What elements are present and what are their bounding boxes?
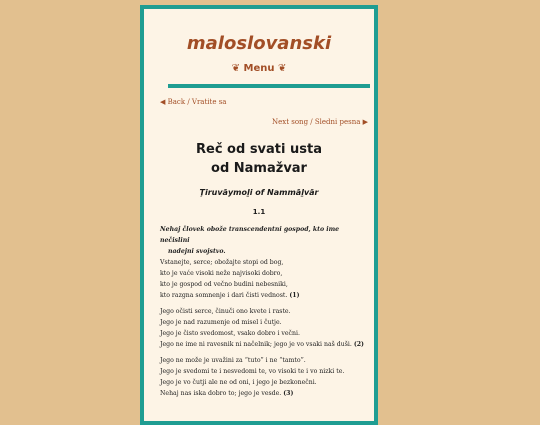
- stanza-line: Jego je nad razumenje od misel i čutje.: [160, 319, 282, 326]
- stanza-line-text: Nehaj nas iska dobro to; jego je vesde.: [160, 390, 282, 397]
- stanza-number: (2): [353, 341, 364, 348]
- stanza-line: Vstanejte, serce; obožajte stopi od bog,: [160, 259, 284, 266]
- stanza-line: Jego ne može je uvažini za “tuto” i ne “tamto”.: [160, 357, 306, 364]
- fleuron-right-icon: ❦: [277, 63, 287, 74]
- stanza-line: Jego je vo čutji ale ne od oni, i jego je bezkonečni.: [160, 379, 317, 386]
- stanza-2: [160, 306, 368, 350]
- back-link[interactable]: ◀ Back / Vratite sa: [160, 98, 227, 106]
- song-title: [144, 140, 374, 178]
- stanza-number: (1): [289, 292, 300, 299]
- stanza-line: [160, 339, 368, 350]
- intro-line-2: nadejni svojstvo.: [168, 248, 226, 255]
- menu-label: Menu: [243, 63, 275, 74]
- stanza-line-text: kto razgna somnenje i dari čisti vednost.: [160, 292, 288, 299]
- song-title-line-1: Reč od svati usta: [196, 142, 322, 157]
- stanza-line: Jego očisti serce, činuči ono kvete i raste.: [160, 308, 291, 315]
- next-song-link[interactable]: Next song / Sledni pesna ▶: [272, 118, 368, 126]
- stanza-line: Jego je čisto svedomost, vsako dobro i večni.: [160, 330, 300, 337]
- stanza-number: (3): [283, 390, 294, 397]
- menu-button[interactable]: [144, 63, 374, 74]
- stanza-3: [160, 355, 368, 399]
- fleuron-left-icon: ❦: [231, 63, 241, 74]
- content-page: [140, 5, 378, 425]
- site-title[interactable]: maloslovanski: [186, 33, 332, 54]
- stanza-line-text: Jego ne ime ni ravesnik ni načelnik; jego je vo vsaki naš duši.: [160, 341, 352, 348]
- stanza-line: [160, 388, 368, 399]
- intro-line-1: Nehaj človek obože transcendentni gospod, kto ime nečislini: [160, 226, 340, 244]
- header-divider: [168, 84, 370, 88]
- section-number: 1.1: [252, 208, 266, 216]
- song-title-line-2: od Namažvar: [211, 161, 307, 176]
- stanza-line: kto je vaće visoki neže najvisoki dobro,: [160, 270, 283, 277]
- stanza-line: kto je gospod od večno budini nebesniki,: [160, 281, 288, 288]
- stanza-line: Jego je svedomi te i nesvedomi te, vo visoki te i vo nizki te.: [160, 368, 345, 375]
- stanza-line: [160, 290, 368, 301]
- stanza-1: [160, 257, 368, 301]
- song-subtitle: Ţiruvāymoḻi of Nammāḻvār: [199, 188, 319, 197]
- intro-text: [160, 224, 364, 257]
